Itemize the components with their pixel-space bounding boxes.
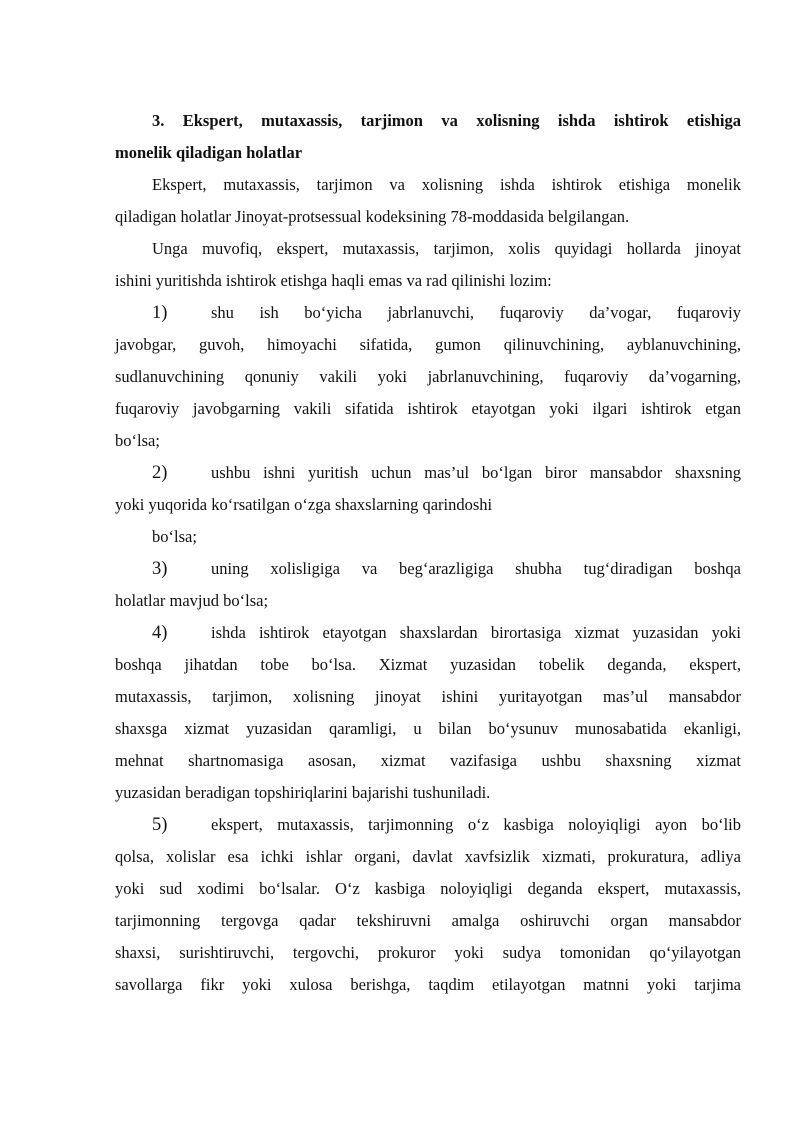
list-item-line: javobgar, guvoh, himoyachi sifatida, gumon qilinuvchining, ayblanuvchining, <box>115 335 741 354</box>
list-item-line: mehnat shartnomasiga asosan, xizmat vazifasiga ushbu shaxsning xizmat <box>115 751 741 770</box>
list-item-line: yoki yuqorida ko‘rsatilgan o‘zga shaxslarning qarindoshi <box>115 495 493 514</box>
list-item-number: 1) <box>152 303 168 323</box>
list-item-line: tarjimonning tergovga qadar tekshiruvni amalga oshiruvchi organ mansabdor <box>115 911 741 930</box>
paragraph-intro <box>115 169 741 233</box>
list-item-line: sudlanuvchining qonuniy vakili yoki jabrlanuvchining, fuqaroviy da’vogarning, <box>115 367 741 386</box>
list-item-line: qolsa, xolislar esa ichki ishlar organi, davlat xavfsizlik xizmati, prokuratura, adliya <box>115 847 741 866</box>
list-item-line: fuqaroviy javobgarning vakili sifatida ishtirok etayotgan yoki ilgari ishtirok etgan <box>115 399 741 418</box>
paragraph-conditions <box>115 233 741 297</box>
list-item-first-line <box>115 457 741 489</box>
list-item <box>115 617 741 809</box>
paragraph-line: ishini yuritishda ishtirok etishga haqli emas va rad qilinishi lozim: <box>115 271 552 290</box>
section-heading <box>115 105 741 169</box>
list-item <box>115 809 741 1001</box>
paragraph-line: Ekspert, mutaxassis, tarjimon va xolisning ishda ishtirok etishiga monelik <box>152 175 741 194</box>
list-item-text: uning xolisligiga va beg‘arazligiga shubha tug‘diradigan boshqa <box>211 559 741 578</box>
heading-line: 3. Ekspert, mutaxassis, tarjimon va xolisning ishda ishtirok etishiga <box>152 111 741 130</box>
list-item <box>115 457 741 553</box>
list-item-text: ishda ishtirok etayotgan shaxslardan birortasiga xizmat yuzasidan yoki <box>211 623 741 642</box>
list-item-line: yuzasidan beradigan topshiriqlarini bajarishi tushuniladi. <box>115 783 491 802</box>
list-item-line: holatlar mavjud bo‘lsa; <box>115 591 269 610</box>
list-item <box>115 553 741 617</box>
list-item-line: yoki sud xodimi bo‘lsalar. O‘z kasbiga noloyiqligi deganda ekspert, mutaxassis, <box>115 879 741 898</box>
list-item-number: 5) <box>152 815 168 835</box>
list-item-line: shaxsi, surishtiruvchi, tergovchi, prokuror yoki sudya tomonidan qo‘yilayotgan <box>115 943 741 962</box>
list-item-text: ushbu ishni yuritish uchun mas’ul bo‘lgan biror mansabdor shaxsning <box>211 463 741 482</box>
heading-line: monelik qiladigan holatlar <box>115 143 303 162</box>
list-item-text: shu ish bo‘yicha jabrlanuvchi, fuqaroviy da’vogar, fuqaroviy <box>211 303 741 322</box>
list-item-number: 2) <box>152 463 168 483</box>
paragraph-line: Unga muvofiq, ekspert, mutaxassis, tarjimon, xolis quyidagi hollarda jinoyat <box>152 239 741 258</box>
list-item-line: savollarga fikr yoki xulosa berishga, taqdim etilayotgan matnni yoki tarjima <box>115 975 741 994</box>
list-item-first-line <box>115 297 741 329</box>
list-item-line: boshqa jihatdan tobe bo‘lsa. Xizmat yuzasidan tobelik deganda, ekspert, <box>115 655 741 674</box>
list-item <box>115 297 741 457</box>
list-item-first-line <box>115 617 741 649</box>
document-page <box>115 105 741 1001</box>
list-item-first-line <box>115 553 741 585</box>
list-item-text: ekspert, mutaxassis, tarjimonning o‘z kasbiga noloyiqligi ayon bo‘lib <box>211 815 741 834</box>
paragraph-line: qiladigan holatlar Jinoyat-protsessual kodeksining 78-moddasida belgilangan. <box>115 207 630 226</box>
list-item-first-line <box>115 809 741 841</box>
list-item-line: bo‘lsa; <box>115 431 160 450</box>
list-item-line: shaxsga xizmat yuzasidan qaramligi, u bilan bo‘ysunuv munosabatida ekanligi, <box>115 719 741 738</box>
list-item-number: 4) <box>152 623 168 643</box>
list-item-line: mutaxassis, tarjimon, xolisning jinoyat ishini yuritayotgan mas’ul mansabdor <box>115 687 741 706</box>
list-item-number: 3) <box>152 559 168 579</box>
list-item-line: bo‘lsa; <box>152 527 197 546</box>
